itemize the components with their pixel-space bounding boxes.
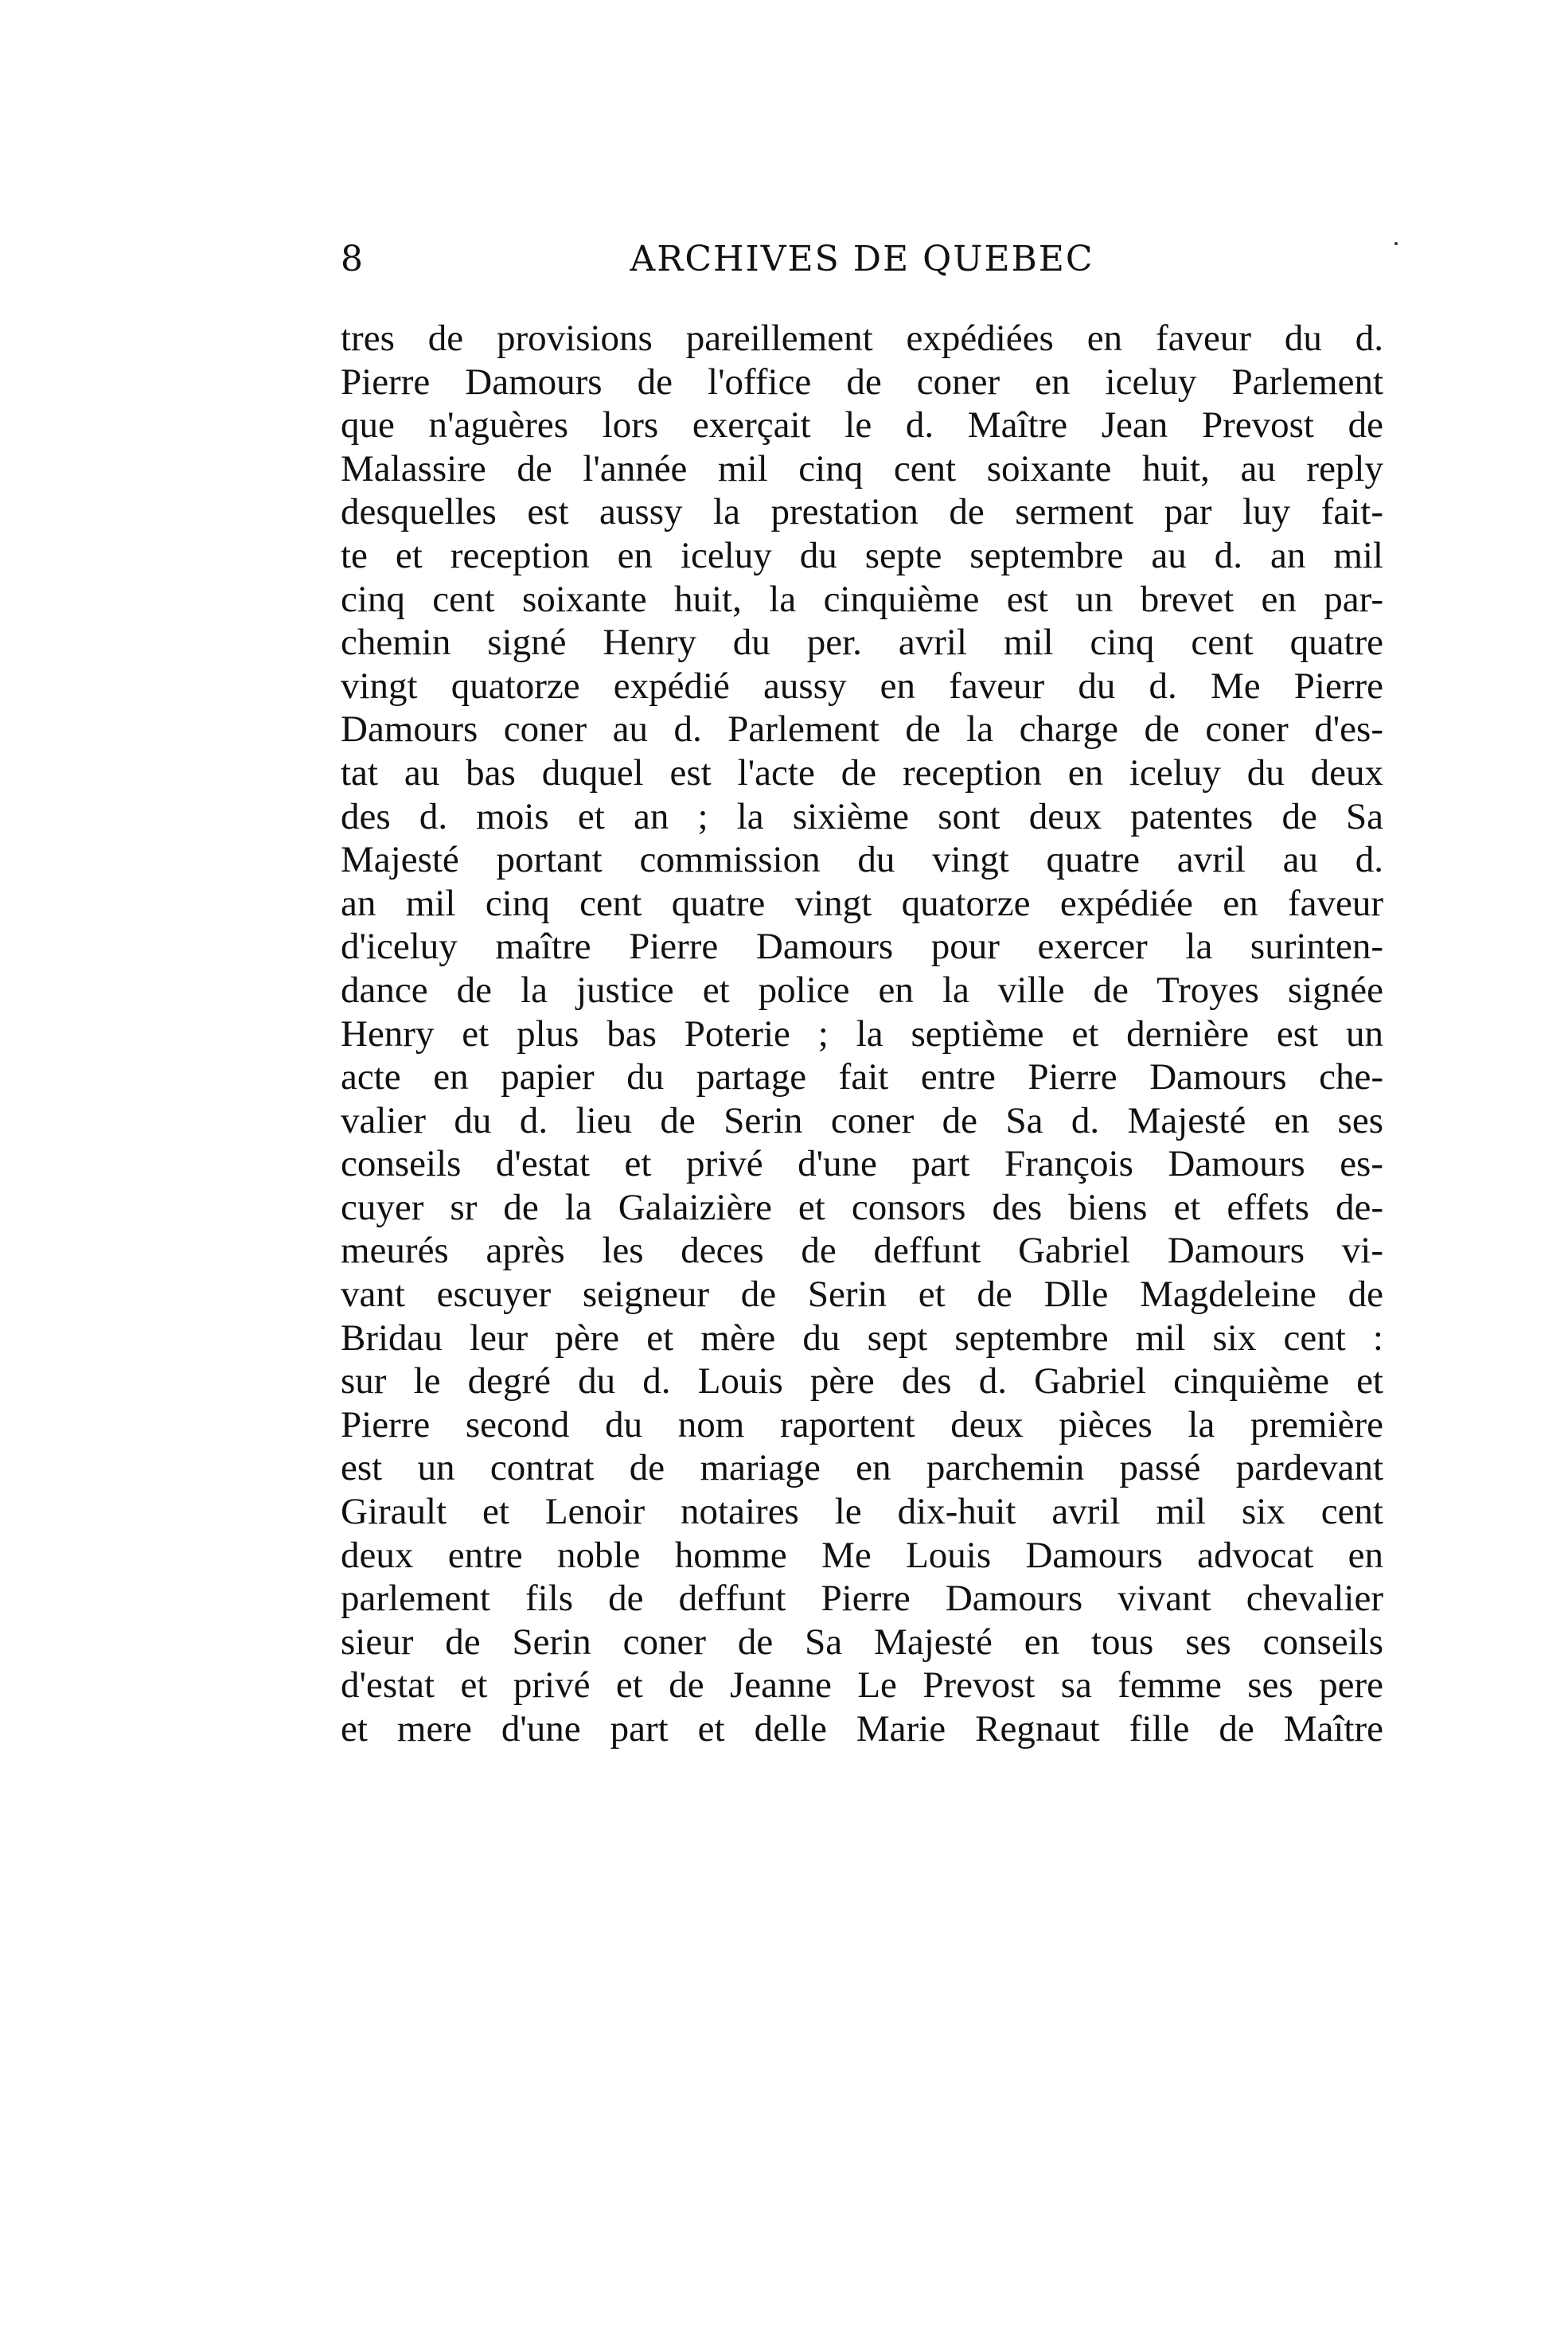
text-line: valier du d. lieu de Serin coner de Sa d. Majesté en ses (341, 1099, 1383, 1141)
text-line: vingt quatorze expédié aussy en faveur du d. Me Pierre (341, 665, 1383, 707)
text-line: est un contrat de mariage en parchemin passé pardevant (341, 1447, 1383, 1489)
text-line: te et reception en iceluy du septe septembre au d. an mil (341, 534, 1383, 576)
text-line: desquelles est aussy la prestation de serment par luy fait- (341, 491, 1383, 533)
page-number: 8 (341, 239, 364, 279)
text-line: cuyer sr de la Galaizière et consors des biens et effets de- (341, 1186, 1383, 1228)
text-line: vant escuyer seigneur de Serin et de Dlle Magdeleine de (341, 1274, 1383, 1316)
running-head (341, 239, 1383, 295)
text-line: tat au bas duquel est l'acte de reception en iceluy du deux (341, 751, 1383, 794)
text-line: meurés après les deces de deffunt Gabriel Damours vi- (341, 1230, 1383, 1272)
text-line: Pierre second du nom raportent deux pièces la première (341, 1403, 1383, 1445)
text-line: sieur de Serin coner de Sa Majesté en tous ses conseils (341, 1621, 1383, 1663)
body-text (341, 317, 1383, 1751)
text-line: d'iceluy maître Pierre Damours pour exercer la surinten- (341, 926, 1383, 968)
running-title: ARCHIVES DE QUEBEC (630, 239, 1094, 279)
text-line: parlement fils de deffunt Pierre Damours vivant chevalier (341, 1578, 1383, 1620)
text-line: que n'aguères lors exerçait le d. Maître Jean Prevost de (341, 404, 1383, 447)
text-line: Pierre Damours de l'office de coner en iceluy Parlement (341, 361, 1383, 403)
text-line: Malassire de l'année mil cinq cent soixante huit, au reply (341, 447, 1383, 490)
text-line: Bridau leur père et mère du sept septembre mil six cent : (341, 1317, 1383, 1359)
text-line: tres de provisions pareillement expédiées en faveur du d. (341, 318, 1383, 359)
text-line: sur le degré du d. Louis père des d. Gabriel cinquième et (341, 1360, 1383, 1403)
text-line: cinq cent soixante huit, la cinquième est un brevet en par- (341, 578, 1383, 620)
text-line: d'estat et privé et de Jeanne Le Prevost sa femme ses pere (341, 1664, 1383, 1707)
text-line: an mil cinq cent quatre vingt quatorze expédiée en faveur (341, 882, 1383, 924)
text-line: Girault et Lenoir notaires le dix-huit avril mil six cent (341, 1491, 1383, 1533)
text-line: des d. mois et an ; la sixième sont deux patentes de Sa (341, 795, 1383, 837)
text-line: acte en papier du partage fait entre Pierre Damours che- (341, 1056, 1383, 1098)
text-line: Henry et plus bas Poterie ; la septième et dernière est un (341, 1012, 1383, 1055)
text-line: et mere d'une part et delle Marie Regnaut fille de Maître (341, 1708, 1383, 1750)
text-line: deux entre noble homme Me Louis Damours advocat en (341, 1534, 1383, 1576)
text-line: conseils d'estat et privé d'une part François Damours es- (341, 1143, 1383, 1185)
text-line: dance de la justice et police en la ville de Troyes signée (341, 969, 1383, 1011)
text-line: Damours coner au d. Parlement de la charge de coner d'es- (341, 708, 1383, 751)
text-line: chemin signé Henry du per. avril mil cinq cent quatre (341, 622, 1383, 664)
stray-ink-mark (1394, 242, 1398, 245)
text-line: Majesté portant commission du vingt quatre avril au d. (341, 839, 1383, 881)
